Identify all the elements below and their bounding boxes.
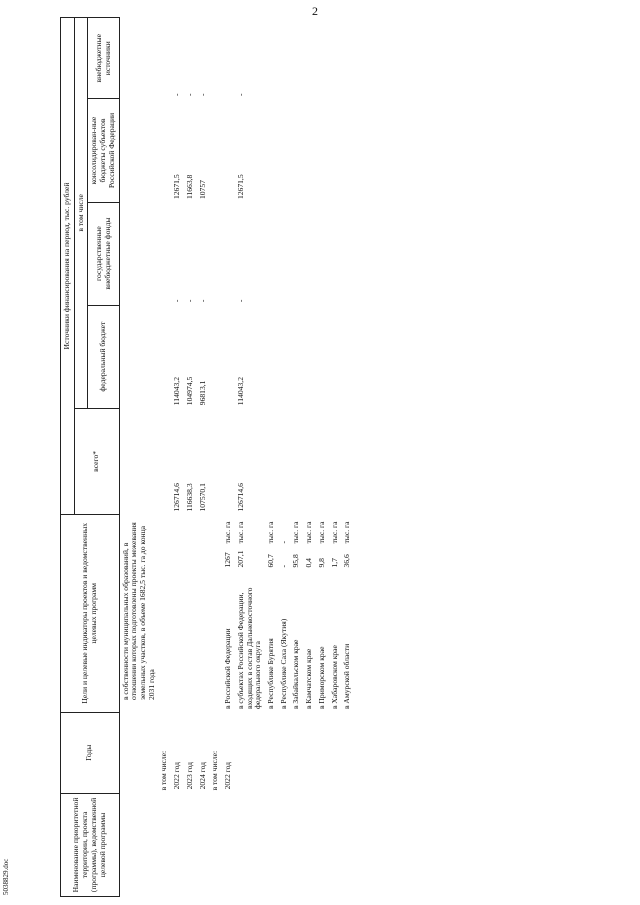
table-row [278, 18, 291, 897]
goal-value: 207,1 [235, 550, 245, 568]
header-cons: консолидирован-ные бюджеты субъектов Российской Федерации [88, 99, 119, 202]
goal-text: в Амурской области [342, 643, 352, 710]
header-extra: внебюджетные источники [88, 18, 119, 99]
goal-text: в Хабаровском крае [329, 645, 339, 710]
table-row [290, 18, 303, 897]
funds-cell: - [235, 299, 245, 303]
rotated-table-sheet [60, 17, 640, 897]
goal-unit: тыс. га [342, 521, 352, 544]
table-row [197, 18, 210, 897]
header-fed: федеральный бюджет [88, 305, 119, 408]
table-row [235, 18, 265, 897]
table-row [316, 18, 329, 897]
goal-unit: тыс. га [223, 521, 233, 544]
header-goals: Цели и целевые индикаторы проектов и ведомственных целевых программ [61, 515, 120, 713]
fed-cell: 114043,2 [235, 377, 245, 406]
header-funds: государственные внебюджетные фонды [88, 202, 119, 305]
header-years: Годы [61, 712, 120, 793]
funds-cell: - [184, 299, 194, 303]
page-number: 2 [312, 4, 318, 18]
table-row [209, 18, 222, 897]
header-total: всего* [74, 408, 119, 514]
goal-value: 36,6 [342, 554, 352, 568]
section2-label: в том числе: [210, 750, 220, 791]
header-including: в том числе [74, 18, 88, 409]
goal-value: 95,8 [291, 554, 301, 568]
table-row [158, 18, 171, 897]
year-cell: 2024 год [197, 761, 207, 790]
fed-cell: 114043,2 [172, 377, 182, 406]
goal-value: 0,4 [304, 558, 314, 568]
goal-unit: тыс. га [265, 521, 275, 544]
goal-unit: тыс. га [329, 521, 339, 544]
cons-cell: 10757 [197, 180, 207, 200]
fed-cell: 104974,5 [184, 376, 194, 406]
table-row [303, 18, 316, 897]
cons-cell: 11663,8 [184, 174, 194, 200]
goal-text: в субъектах Российской Федерации, входящих в состав Дальневосточного федерального округа [235, 587, 263, 710]
goal-value: 60,7 [265, 554, 275, 568]
table-row [184, 18, 197, 897]
table-row [329, 18, 342, 897]
table-row [265, 18, 278, 897]
header-sources: Источники финансирования на период, тыс. рублей [61, 18, 75, 515]
table-row [341, 18, 354, 897]
fed-cell: 96813,1 [197, 380, 207, 406]
total-cell: 126714,6 [172, 483, 182, 512]
goal-unit: тыс. га [291, 521, 301, 544]
year-cell: 2022 год [172, 761, 182, 790]
goal-unit: тыс. га [304, 521, 314, 544]
extra-cell: - [197, 93, 207, 96]
goal-value: - [278, 565, 288, 568]
goal-value: 1267 [223, 552, 233, 568]
section1-label: в том числе: [159, 750, 169, 791]
year-cell: 2023 год [184, 761, 194, 790]
table-row [222, 18, 235, 897]
goal-text: в Российской Федерации [223, 628, 233, 710]
goal-unit: - [278, 541, 288, 544]
financing-table [60, 17, 354, 897]
funds-cell: - [197, 299, 207, 303]
funds-cell: - [172, 299, 182, 303]
goal-unit: тыс. га [316, 521, 326, 544]
cons-cell: 12671,5 [235, 174, 245, 200]
goal-text: в Камчатском крае [304, 648, 314, 710]
document-id: 5038829.doc [2, 858, 10, 895]
goal-text: в Приморском крае [316, 646, 326, 710]
intro-goal-text: в собственности муниципальных образований, в отношении которых подготовлены проекты межевания земельных участков, в объеме 1682,5 тыс. га до конца 2031 года [120, 522, 156, 701]
total-cell: 107570,1 [197, 483, 207, 512]
goal-text: в Республике Бурятия [265, 638, 275, 710]
table-row [171, 18, 184, 897]
extra-cell: - [172, 93, 182, 96]
goal-value: 1,7 [329, 558, 339, 568]
goal-text: в Забайкальском крае [291, 639, 301, 710]
header-name: Наименование приоритетной территории, проекта (программы), ведомственной целевой программы [61, 793, 120, 896]
table-row [119, 18, 158, 897]
cons-cell: 12671,5 [172, 174, 182, 200]
goal-text: в Республике Саха (Якутия) [278, 618, 288, 710]
total-cell: 126714,6 [235, 483, 245, 512]
year-cell: 2022 год [223, 761, 233, 790]
goal-unit: тыс. га [235, 521, 245, 544]
extra-cell: - [235, 93, 245, 96]
total-cell: 116638,3 [184, 483, 194, 512]
extra-cell: - [184, 93, 194, 96]
goal-value: 9,8 [316, 558, 326, 568]
